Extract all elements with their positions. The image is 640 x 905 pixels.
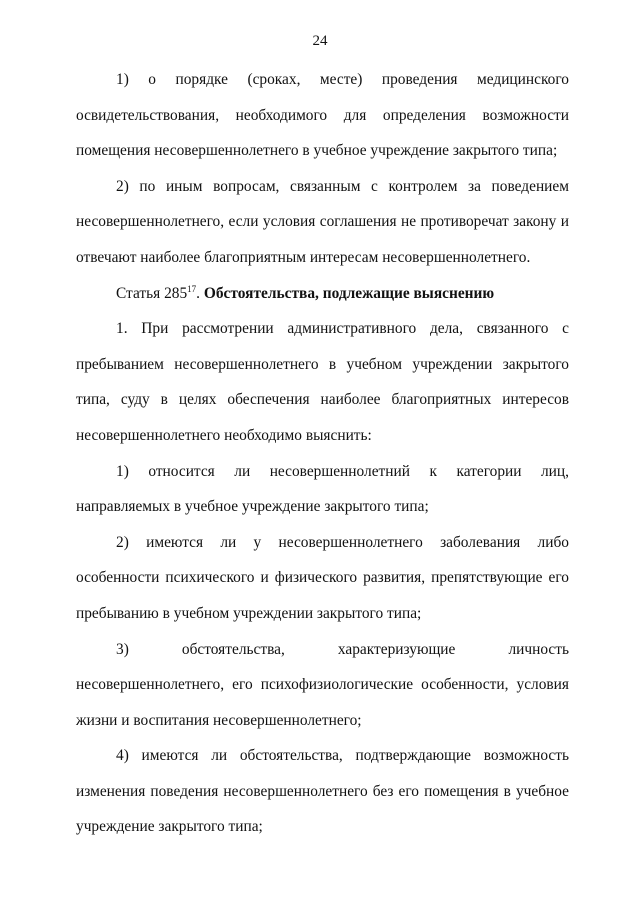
document-body <box>76 62 569 845</box>
paragraph-clause-1: 1. При рассмотрении административного дела, связанного с пребыванием несовершеннолетнего в учебном учреждении закрытого типа, суду в целях обеспечения наиболее благоприятных интересов несовершеннолетнего необходимо выяснить: <box>76 320 569 444</box>
article-dot: . <box>196 284 201 302</box>
paragraph-item-2: 2) по иным вопросам, связанным с контролем за поведением несовершеннолетнего, если условия соглашения не противоречат закону и отвечают наиболее благоприятным интересам несовершеннолетнего. <box>76 177 569 266</box>
paragraph-item-1: 1) о порядке (сроках, месте) проведения медицинского освидетельствования, необходимого для определения возможности помещения несовершеннолетнего в учебное учреждение закрытого типа; <box>76 71 569 160</box>
paragraph-subitem-2: 2) имеются ли у несовершеннолетнего заболевания либо особенности психического и физического развития, препятствующие его пребыванию в учебном учреждении закрытого типа; <box>76 533 569 622</box>
page-number: 24 <box>312 33 328 49</box>
paragraph-subitem-1: 1) относится ли несовершеннолетний к категории лиц, направляемых в учебное учреждение закрытого типа; <box>76 462 569 516</box>
article-prefix: Статья 285 <box>116 284 188 302</box>
paragraph-subitem-4: 4) имеются ли обстоятельства, подтверждающие возможность изменения поведения несовершеннолетнего без его помещения в учебное учреждение закрытого типа; <box>76 747 569 836</box>
article-title: Обстоятельства, подлежащие выяснению <box>203 284 495 302</box>
paragraph-subitem-3: 3) обстоятельства, характеризующие личность несовершеннолетнего, его психофизиологические особенности, условия жизни и воспитания несовершеннолетнего; <box>76 640 569 729</box>
article-superscript: 17 <box>187 283 197 294</box>
article-heading <box>76 276 569 312</box>
